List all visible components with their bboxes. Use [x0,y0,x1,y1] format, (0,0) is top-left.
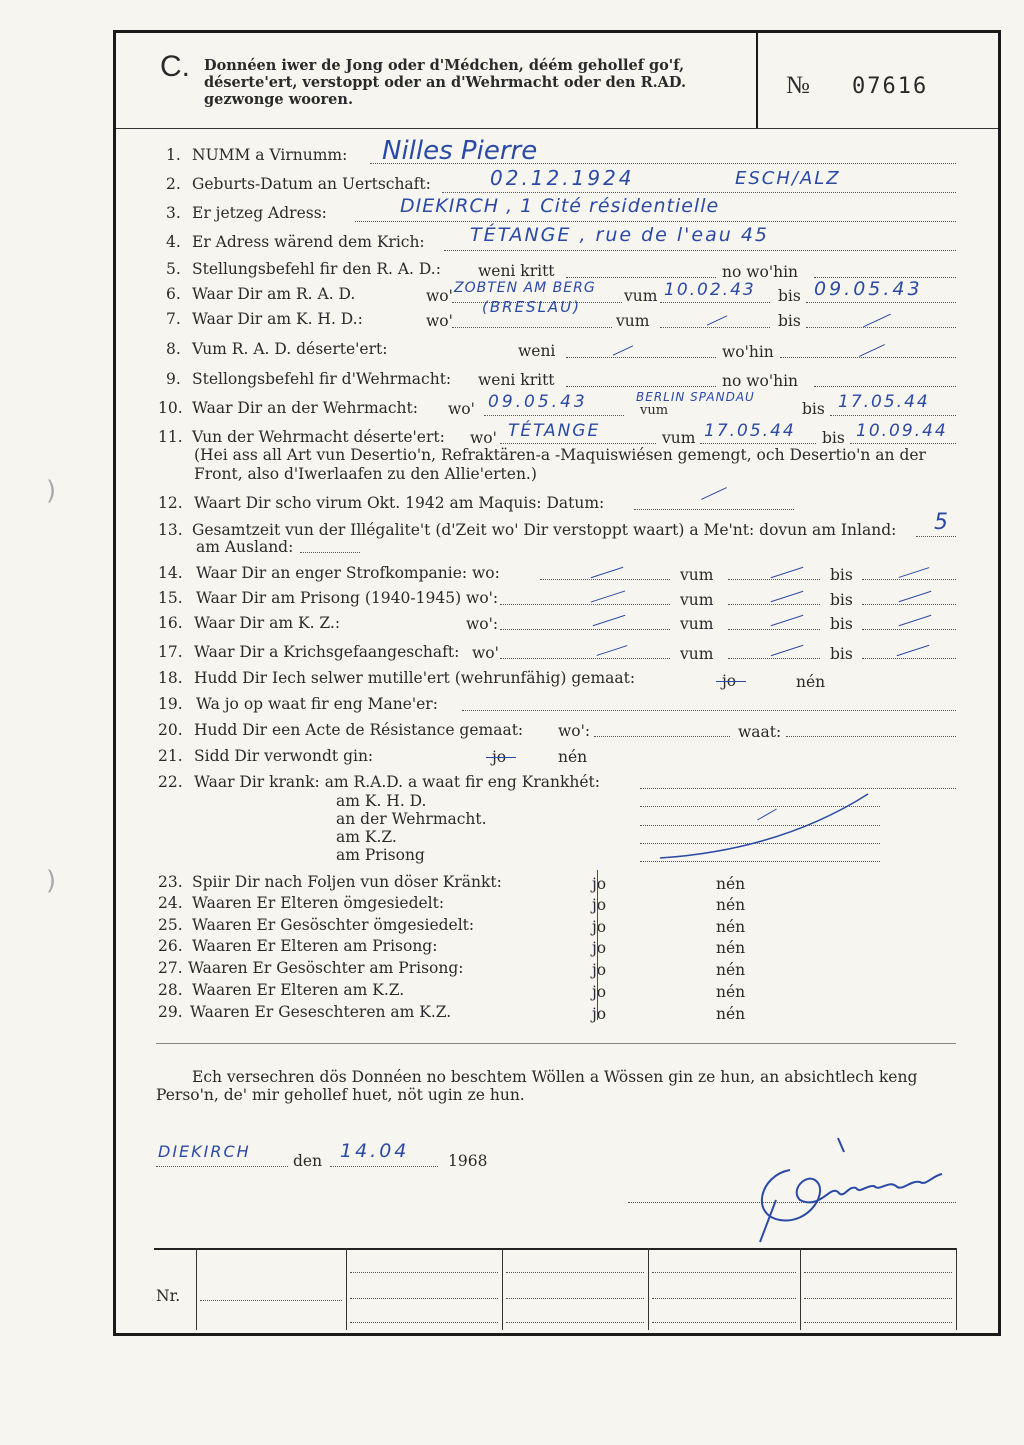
q17-vum: vum [680,645,714,663]
q21-number: 21. [158,747,183,765]
q9-weni: weni kritt [478,371,555,389]
q11-vum-line [700,443,816,444]
q9-label: Stellongsbefehl fir d'Wehrmacht: [192,370,452,388]
q6-vum: vum [624,287,658,305]
q23-label: Spiir Dir nach Foljen vun döser Kränkt: [192,873,502,891]
q14-wo-line [540,579,670,580]
q6-handwritten-to: 09.05.43 [814,278,923,300]
q8-weni-line [566,357,716,358]
q6-handwritten-from: 10.02.43 [664,280,756,300]
footer-nr-line [200,1300,342,1301]
q12-line [634,509,794,510]
q4-number: 4. [166,233,181,251]
q7-vum-line [660,327,770,328]
footer-dots-3a [652,1272,796,1273]
handwritten-place: DIEKIRCH [158,1142,251,1161]
section-letter: C. [160,50,190,83]
q13-handwritten-inland: 5 [934,510,948,535]
q16-number: 16. [158,614,183,632]
q9-weni-line [566,386,716,387]
header-divider [116,128,998,129]
q18-jo: jo [722,672,737,690]
jo-column-strike [597,870,598,1020]
q15-vum-line [728,604,820,605]
q25-nen: nén [716,918,746,936]
section-title: Donnéen iwer de Jong oder d'Médchen, déém gehollef go'f, déserte'ert, verstoppt oder an d'Wehrmacht oder den R.AD. gezwonge wooren. [204,57,687,108]
footer-dots-4c [804,1322,952,1323]
q7-wo: wo' [426,312,453,330]
signature [720,1130,960,1250]
q5-number: 5. [166,260,181,278]
q6-number: 6. [166,285,181,303]
q7-bis-line [806,327,956,328]
q21-jo: jo [492,748,507,766]
q26-number: 26. [158,937,183,955]
q1-number: 1. [166,146,181,164]
q14-bis: bis [830,566,853,584]
q16-vum-line [728,629,820,630]
year-label: 1968 [448,1152,488,1170]
punch-hole-mark-bottom: ) [46,866,57,896]
q27-number: 27. [158,959,183,977]
q26-label: Waaren Er Elteren am Prisong: [192,937,438,955]
q3-line [355,221,956,222]
q18-number: 18. [158,669,183,687]
q5-label: Stellungsbefehl fir den R. A. D.: [192,260,441,278]
q10-number: 10. [158,399,183,417]
form-number: 07616 [852,74,929,99]
q8-number: 8. [166,340,181,358]
q4-line [444,250,956,251]
q6-wo: wo' [426,287,453,305]
q24-label: Waaren Er Elteren ömgesiedelt: [192,894,445,912]
q29-number: 29. [158,1003,183,1021]
footer-col-3 [502,1248,503,1330]
footer-dots-1c [350,1322,498,1323]
q22-wehrmacht: an der Wehrmacht. [336,810,487,828]
q22-prisong: am Prisong [336,846,425,864]
q19-line [462,710,956,711]
q8-wohin: wo'hin [722,343,774,361]
footer-dots-4b [804,1298,952,1299]
q16-label: Waar Dir am K. Z.: [194,614,341,632]
q14-vum-line [728,579,820,580]
q7-label: Waar Dir am K. H. D.: [192,310,363,328]
q8-weni: weni [518,342,556,360]
q16-wo-line [500,629,670,630]
q11-wo-line [500,443,656,444]
footer-dots-2b [506,1298,644,1299]
q14-vum: vum [680,566,714,584]
q6-bis-line [806,302,956,303]
q17-wo: wo' [472,644,499,662]
date-line [330,1166,438,1167]
footer-dots-1b [350,1298,498,1299]
q2-label: Geburts-Datum an Uertschaft: [192,175,431,193]
q27-jo: jo [592,961,607,979]
q6-handwritten-place: ZOBTEN AM BERG [454,280,596,296]
q24-jo: jo [592,896,607,914]
q11-label: Vun der Wehrmacht déserte'ert: [192,428,445,446]
q8-label: Vum R. A. D. déserte'ert: [192,340,388,358]
q11-vum: vum [662,429,696,447]
q20-label: Hudd Dir een Acte de Résistance gemaat: [194,721,524,739]
q10-bis-line [830,415,956,416]
q25-jo: jo [592,918,607,936]
q7-bis: bis [778,312,801,330]
q28-number: 28. [158,981,183,999]
q10-handwritten-to: 17.05.44 [838,392,930,412]
q13-ausland-line [300,552,360,553]
q17-number: 17. [158,643,183,661]
q20-wo: wo': [558,722,591,740]
q10-bis: bis [802,400,825,418]
q5-weni: weni kritt [478,262,555,280]
q10-handwritten-place: BERLIN SPANDAU [636,390,755,404]
q23-jo: jo [592,875,607,893]
footer-dots-3b [652,1298,796,1299]
q21-jo-strike [486,757,516,758]
q10-wo-line [484,415,624,416]
q11-handwritten-place: TÉTANGE [508,421,601,441]
q10-handwritten-date: 09.05.43 [488,392,588,412]
q14-number: 14. [158,564,183,582]
q21-nen: nén [558,748,588,766]
q16-wo: wo': [466,615,499,633]
q7-handwritten-place: (BRESLAU) [482,298,582,316]
q25-number: 25. [158,916,183,934]
q28-nen: nén [716,983,746,1001]
q15-wo-line [500,604,670,605]
q17-bis-line [862,658,956,659]
q17-bis: bis [830,645,853,663]
q20-number: 20. [158,721,183,739]
footer-dots-2a [506,1272,644,1273]
q1-handwritten-name: Nilles Pierre [382,136,538,166]
q6-bis: bis [778,287,801,305]
punch-hole-mark-top: ) [46,476,57,506]
q29-nen: nén [716,1005,746,1023]
number-symbol: № [786,72,810,99]
q29-label: Waaren Er Geseschteren am K.Z. [190,1003,452,1021]
q9-number: 9. [166,370,181,388]
footer-col-5 [800,1248,801,1330]
q3-label: Er jetzeg Adress: [192,204,327,222]
q16-bis-line [862,629,956,630]
q20-wo-line [594,736,730,737]
q9-nowohin-line [814,386,956,387]
q16-vum: vum [680,615,714,633]
q15-vum: vum [680,591,714,609]
q13-inland-line [916,536,956,537]
place-line [156,1166,288,1167]
q13-number: 13. [158,521,183,539]
q11-number: 11. [158,428,183,446]
q18-jo-strike [716,681,746,682]
q19-label: Wa jo op waat fir eng Mane'er: [196,695,438,713]
q29-jo: jo [592,1005,607,1023]
q20-waat: waat: [738,723,782,741]
q12-number: 12. [158,494,183,512]
q7-vum: vum [616,312,650,330]
footer-col-4 [648,1248,649,1330]
q22-khd: am K. H. D. [336,792,427,810]
q2-number: 2. [166,175,181,193]
q10-vum: vum [640,403,669,418]
q14-label: Waar Dir an enger Strofkompanie: wo: [196,564,500,582]
footer-dots-2c [506,1322,644,1323]
q7-number: 7. [166,310,181,328]
footer-nr-label: Nr. [156,1287,181,1305]
q17-wo-line [500,658,670,659]
q12-label: Waart Dir scho virum Okt. 1942 am Maquis: Datum: [194,494,605,512]
q22-rad-line [640,788,956,789]
q8-wohin-line [780,357,956,358]
footer-dots-3c [652,1322,796,1323]
q18-nen: nén [796,673,826,691]
q13-ausland-label: am Ausland: [196,538,294,556]
q24-nen: nén [716,896,746,914]
q22-kz: am K.Z. [336,828,397,846]
q17-vum-line [728,658,820,659]
q11-handwritten-to: 10.09.44 [856,421,948,441]
q27-label: Waaren Er Gesöschter am Prisong: [188,959,464,977]
q26-nen: nén [716,939,746,957]
q2-handwritten-place: ESCH/ALZ [735,168,841,189]
q4-handwritten-address: TÉTANGE , rue de l'eau 45 [470,224,769,246]
q3-handwritten-address: DIEKIRCH , 1 Cité résidentielle [400,195,720,217]
footer-col-6 [956,1248,957,1330]
q22-strike-line [640,790,880,862]
q2-handwritten-date: 02.12.1924 [490,166,635,190]
q26-jo: jo [592,939,607,957]
q25-label: Waaren Er Gesöschter ömgesiedelt: [192,916,475,934]
q20-waat-line [786,736,956,737]
q17-label: Waar Dir a Krichsgefaangeschaft: [194,643,460,661]
q24-number: 24. [158,894,183,912]
declaration-line1: Ech versechren dös Donnéen no beschtem Wöllen a Wössen gin ze hun, an absichtlech keng [192,1068,918,1086]
q10-wo: wo' [448,400,475,418]
q13-label: Gesamtzeit vun der Illégalite't (d'Zeit wo' Dir verstoppt waart) a Me'nt: dovun am Inland: [192,521,897,539]
q14-bis-line [862,579,956,580]
q11-note-line1: (Hei ass all Art vun Desertio'n, Refraktären-a -Maquiswiésen gemengt, och Desertio'n an der [194,446,926,464]
q11-note-line2: Front, also d'Iwerlaafen zu den Allie'erten.) [194,465,537,483]
q15-bis: bis [830,591,853,609]
q15-bis-line [862,604,956,605]
q11-handwritten-from: 17.05.44 [704,421,796,441]
q9-nowohin: no wo'hin [722,372,799,390]
q16-bis: bis [830,615,853,633]
q2-line [442,192,956,193]
q11-bis: bis [822,429,845,447]
q22-label: Waar Dir krank: am R.A.D. a waat fir eng Krankhét: [194,773,600,791]
q28-jo: jo [592,983,607,1001]
q11-wo: wo' [470,429,497,447]
footer-dots-1a [350,1272,498,1273]
handwritten-date: 14.04 [340,1140,410,1162]
q1-label: NUMM a Virnumm: [192,146,348,164]
q10-label: Waar Dir an der Wehrmacht: [192,399,418,417]
section-divider [156,1043,956,1044]
q15-label: Waar Dir am Prisong (1940-1945) wo': [196,589,499,607]
footer-dots-4a [804,1272,952,1273]
q15-number: 15. [158,589,183,607]
footer-col-1 [196,1248,197,1330]
q4-label: Er Adress wärend dem Krich: [192,233,425,251]
footer-top-rule [154,1248,956,1250]
q6-label: Waar Dir am R. A. D. [192,285,356,303]
q18-label: Hudd Dir Iech selwer mutille'ert (wehrunfähig) gemaat: [194,669,636,687]
q3-number: 3. [166,204,181,222]
q11-bis-line [850,443,956,444]
q5-weni-line [566,277,716,278]
footer-col-2 [346,1248,347,1330]
q7-wo-line [452,327,612,328]
q23-nen: nén [716,875,746,893]
q27-nen: nén [716,961,746,979]
declaration-line2: Perso'n, de' mir gehollef huet, nöt ugin ze hun. [156,1086,525,1104]
q28-label: Waaren Er Elteren am K.Z. [192,981,405,999]
q5-nowohin: no wo'hin [722,263,799,281]
q19-number: 19. [158,695,183,713]
q23-number: 23. [158,873,183,891]
q21-label: Sidd Dir verwondt gin: [194,747,374,765]
q22-number: 22. [158,773,183,791]
q6-vum-line [660,302,770,303]
den-label: den [293,1152,323,1170]
